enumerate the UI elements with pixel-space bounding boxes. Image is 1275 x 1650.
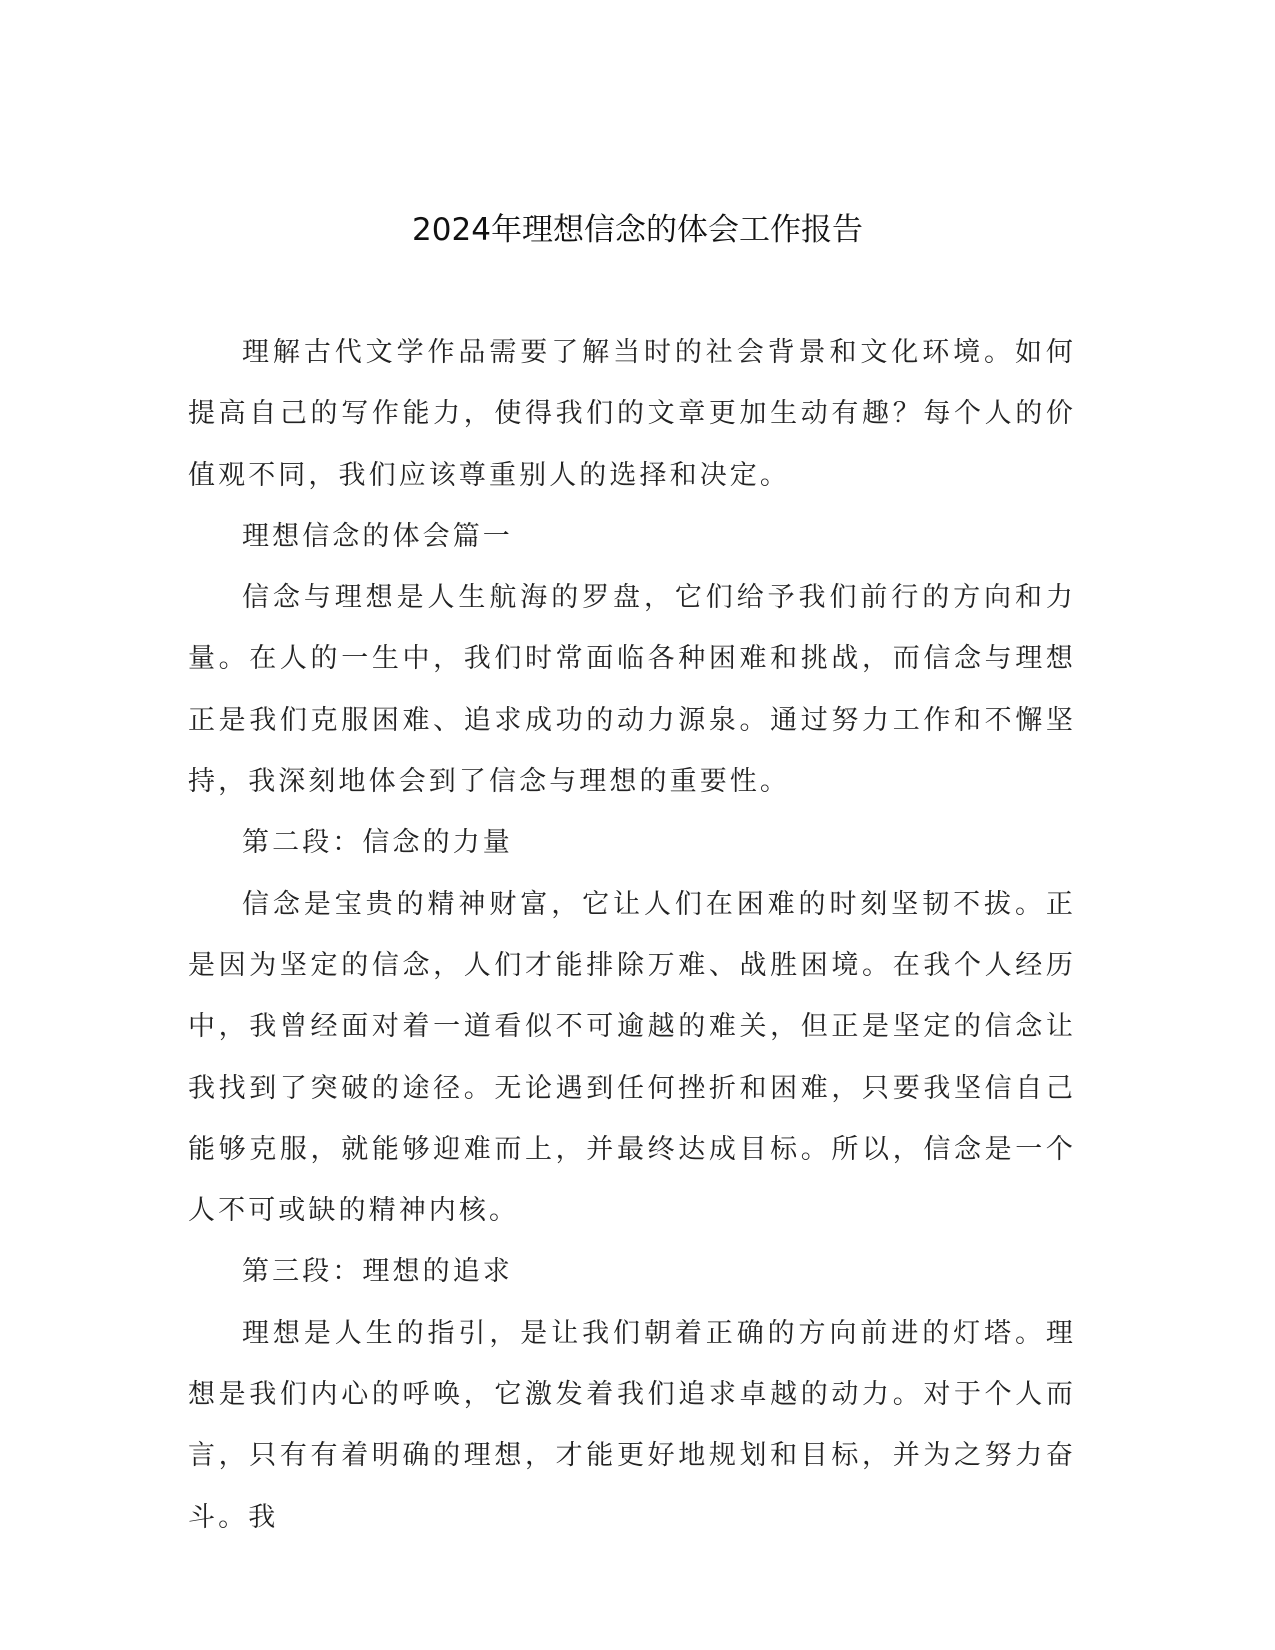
paragraph-ideal-pursuit: 理想是人生的指引，是让我们朝着正确的方向前进的灯塔。理想是我们内心的呼唤，它激发着我们追求卓越的动力。对于个人而言，只有有着明确的理想，才能更好地规划和目标，并为之努力奋斗。我 (188, 1317, 1076, 1533)
section-heading-belief-power: 第二段：信念的力量 (242, 827, 513, 859)
paragraph-part-one: 信念与理想是人生航海的罗盘，它们给予我们前行的方向和力量。在人的一生中，我们时常面临各种困难和挑战，而信念与理想正是我们克服困难、追求成功的动力源泉。通过努力工作和不懈坚持，我深刻地体会到了信念与理想的重要性。 (188, 582, 1076, 798)
document-body (188, 322, 1076, 1548)
section-heading-ideal-pursuit: 第三段：理想的追求 (242, 1256, 513, 1288)
section-heading-part-one: 理想信念的体会篇一 (242, 520, 513, 552)
paragraph-belief-power: 信念是宝贵的精神财富，它让人们在困难的时刻坚韧不拔。正是因为坚定的信念，人们才能排除万难、战胜困境。在我个人经历中，我曾经面对着一道看似不可逾越的难关，但正是坚定的信念让我找到了突破的途径。无论遇到任何挫折和困难，只要我坚信自己能够克服，就能够迎难而上，并最终达成目标。所以，信念是一个人不可或缺的精神内核。 (188, 888, 1076, 1227)
paragraph-intro: 理解古代文学作品需要了解当时的社会背景和文化环境。如何提高自己的写作能力，使得我们的文章更加生动有趣？每个人的价值观不同，我们应该尊重别人的选择和决定。 (188, 337, 1076, 491)
document-title: 2024年理想信念的体会工作报告 (412, 212, 863, 248)
